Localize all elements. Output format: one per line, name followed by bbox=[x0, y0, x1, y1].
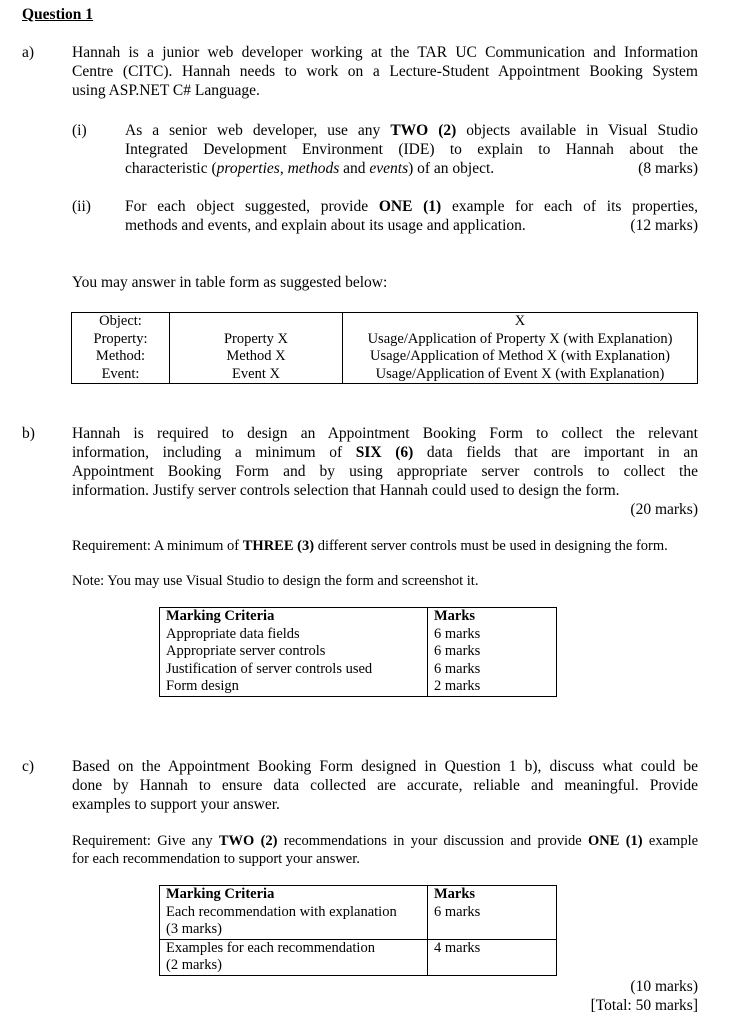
criteria-column bbox=[160, 608, 428, 697]
part-a-ii-line: For each object suggested, provide ONE (1) example for each of its properties, bbox=[125, 198, 698, 215]
part-a-i-line: Integrated Development Environment (IDE) to explain to Hannah about the bbox=[125, 141, 698, 158]
part-a-i-marks: (8 marks) bbox=[638, 160, 698, 177]
part-b-marking-table bbox=[159, 607, 557, 697]
part-c-line: Based on the Appointment Booking Form designed in Question 1 b), discuss what could be bbox=[72, 758, 698, 775]
part-c-text bbox=[72, 757, 698, 795]
table-cell: Usage/Application of Method X (with Explanation) bbox=[369, 348, 670, 364]
table-cell: Method X bbox=[226, 348, 286, 364]
criteria-sub: (3 marks) bbox=[166, 921, 222, 937]
part-b-requirement bbox=[72, 537, 668, 556]
part-a-i-label: (i) bbox=[72, 122, 87, 139]
total-marks: [Total: 50 marks] bbox=[590, 997, 698, 1014]
marks-item: 6 marks bbox=[434, 903, 481, 920]
criteria-item: Examples for each recommendation bbox=[166, 939, 375, 956]
marks-column bbox=[428, 886, 557, 940]
table-cell: Event: bbox=[101, 365, 140, 382]
part-a-ii-marks: (12 marks) bbox=[630, 217, 698, 234]
table-cell: Usage/Application of Property X (with Explanation) bbox=[367, 330, 673, 347]
part-a-i-last-row bbox=[125, 159, 698, 178]
part-c-line: done by Hannah to ensure data collected are accurate, reliable and meaningful. Provide bbox=[72, 777, 698, 794]
criteria-header: Marking Criteria bbox=[166, 886, 275, 902]
table-cell: Usage/Application of Event X (with Explanation) bbox=[375, 365, 665, 382]
criteria-item: Each recommendation with explanation bbox=[166, 903, 397, 920]
table-hint: You may answer in table form as suggested below: bbox=[72, 274, 388, 291]
table-cell: Method: bbox=[95, 348, 146, 364]
object-table-labels bbox=[72, 313, 170, 384]
marks-header: Marks bbox=[434, 886, 476, 902]
part-a-intro-line: Hannah is a junior web developer working at the TAR UC Communication and Information bbox=[72, 44, 698, 61]
object-table-usage bbox=[343, 313, 698, 384]
requirement-text: example bbox=[648, 833, 699, 849]
part-b-text bbox=[72, 424, 698, 481]
table-cell: X bbox=[514, 313, 526, 329]
marks-item: 6 marks bbox=[434, 660, 481, 677]
part-a-ii-last-row bbox=[125, 216, 698, 235]
part-b-note: Note: You may use Visual Studio to design the form and screenshot it. bbox=[72, 573, 479, 589]
requirement-text: Requirement: Give any bbox=[72, 833, 213, 849]
table-cell: Property: bbox=[93, 330, 148, 347]
table-cell bbox=[176, 313, 336, 331]
marks-item: 6 marks bbox=[434, 625, 481, 642]
table-cell: Object: bbox=[99, 313, 142, 329]
criteria-column bbox=[160, 886, 428, 940]
table-row bbox=[160, 608, 557, 697]
object-table-members bbox=[170, 313, 343, 384]
part-c-marks: (10 marks) bbox=[630, 978, 698, 995]
requirement-text: Requirement: A minimum of bbox=[72, 538, 240, 554]
part-b-line: Appointment Booking Form and by using appropriate server controls to collect the bbox=[72, 463, 698, 480]
requirement-emphasis: TWO (2) bbox=[218, 833, 278, 849]
criteria-item: Appropriate data fields bbox=[166, 625, 300, 642]
part-c-line: examples to support your answer. bbox=[72, 796, 280, 813]
marks-column bbox=[428, 608, 557, 697]
marks-header: Marks bbox=[434, 608, 476, 624]
table-row bbox=[160, 886, 557, 940]
table-cell: Property X bbox=[223, 330, 289, 347]
part-a-label: a) bbox=[22, 44, 35, 61]
part-b-label: b) bbox=[22, 425, 35, 442]
table-row bbox=[72, 313, 698, 384]
criteria-header: Marking Criteria bbox=[166, 608, 275, 624]
criteria-column bbox=[160, 939, 428, 975]
part-b-line: information, including a minimum of SIX (6) data fields that are important in an bbox=[72, 444, 698, 461]
part-a-intro bbox=[72, 43, 698, 81]
part-c-marking-table bbox=[159, 885, 557, 976]
part-a-intro-line: Centre (CITC). Hannah needs to work on a Lecture-Student Appointment Booking System bbox=[72, 63, 698, 80]
part-b-line: information. Justify server controls selection that Hannah could used to design the form. bbox=[72, 482, 620, 499]
table-cell: Event X bbox=[232, 365, 280, 382]
part-a-i-line: As a senior web developer, use any TWO (2) objects available in Visual Studio bbox=[125, 122, 699, 139]
part-c-label: c) bbox=[22, 758, 35, 775]
part-c-requirement bbox=[72, 832, 698, 868]
part-a-i-text bbox=[125, 121, 698, 159]
criteria-sub: (2 marks) bbox=[166, 957, 222, 973]
requirement-text: recommendations in your discussion and provide bbox=[283, 833, 582, 849]
requirement-text: different server controls must be used in designing the form. bbox=[317, 538, 668, 554]
marks-item: 4 marks bbox=[434, 939, 481, 956]
part-a-i-line: characteristic (properties, methods and events) of an object. bbox=[125, 160, 495, 177]
part-a-ii-line: methods and events, and explain about its usage and application. bbox=[125, 217, 526, 234]
criteria-item: Appropriate server controls bbox=[166, 643, 326, 659]
requirement-line: for each recommendation to support your answer. bbox=[72, 851, 360, 867]
criteria-item: Justification of server controls used bbox=[166, 660, 373, 677]
marks-item: 2 marks bbox=[434, 678, 481, 694]
part-b-line: Hannah is required to design an Appointment Booking Form to collect the relevant bbox=[72, 425, 698, 442]
part-a-ii-label: (ii) bbox=[72, 198, 91, 215]
part-a-intro-line: using ASP.NET C# Language. bbox=[72, 82, 260, 99]
object-table bbox=[71, 312, 698, 384]
requirement-line bbox=[72, 832, 698, 850]
question-heading: Question 1 bbox=[22, 6, 94, 23]
requirement-emphasis: THREE (3) bbox=[242, 538, 315, 554]
marks-item: 6 marks bbox=[434, 643, 481, 659]
criteria-item: Form design bbox=[166, 678, 239, 694]
part-b-marks: (20 marks) bbox=[630, 501, 698, 518]
requirement-emphasis: ONE (1) bbox=[588, 833, 643, 849]
marks-column bbox=[428, 939, 557, 975]
part-a-ii-text bbox=[125, 197, 698, 216]
table-row bbox=[160, 939, 557, 975]
